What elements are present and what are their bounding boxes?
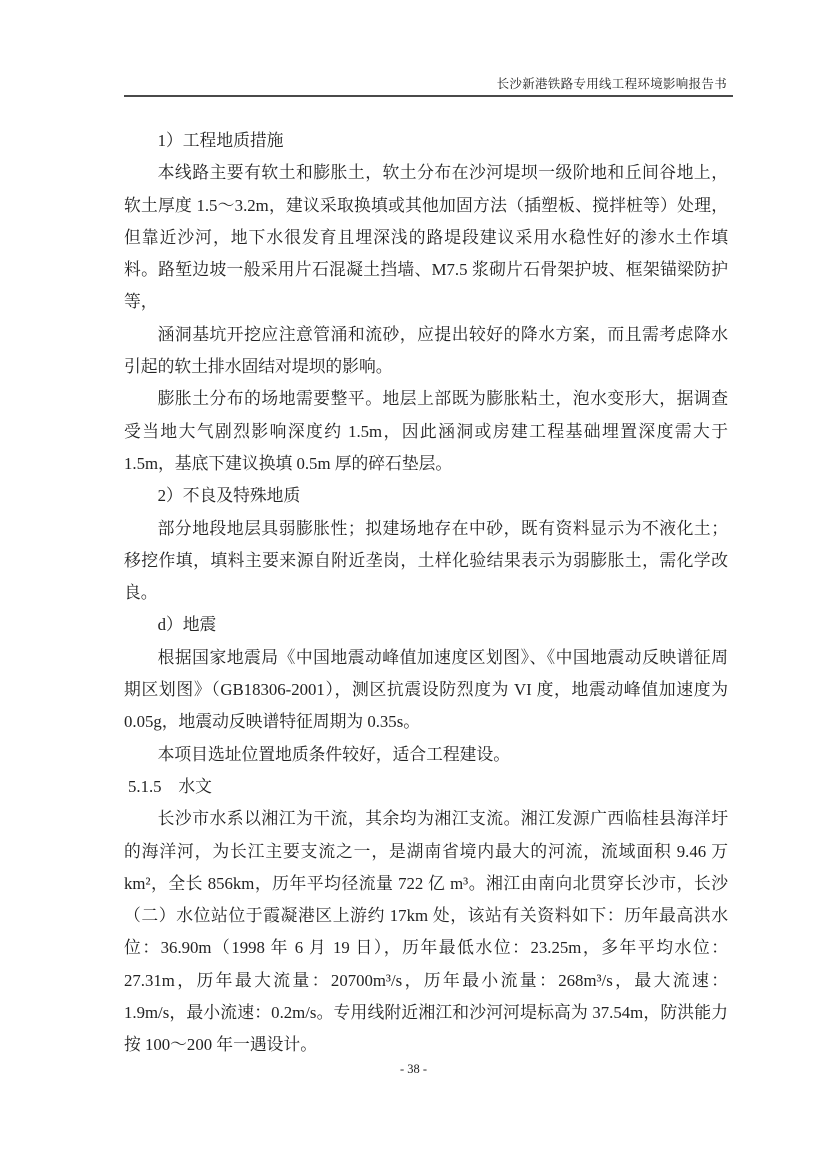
- text-line: 软土厚度 1.5～3.2m，建议采取换填或其他加固方法（插塑板、搅拌桩等）处理，: [124, 195, 728, 215]
- text-line: 涵洞基坑开挖应注意管涌和流砂，应提出较好的降水方案，而且需考虑降水: [157, 324, 728, 344]
- text-line: 本线路主要有软土和膨胀土，软土分布在沙河堤坝一级阶地和丘间谷地上，: [157, 163, 728, 183]
- text-line: km²，全长 856km，历年平均径流量 722 亿 m³。湘江由南向北贯穿长沙市，长沙: [124, 873, 728, 893]
- text-line: 移挖作填，填料主要来源自附近垄岗，土样化验结果表示为弱膨胀土，需化学改: [124, 550, 728, 570]
- text-line: 1.5m，基底下建议换填 0.5m 厚的碎石垫层。: [124, 453, 453, 473]
- subsection-heading-d: d）地震: [157, 615, 217, 635]
- text-line: 等，: [124, 292, 158, 312]
- header-rule: [124, 95, 733, 97]
- text-line: 0.05g，地震动反映谱特征周期为 0.35s。: [124, 712, 421, 732]
- page-number: - 38 -: [399, 1062, 428, 1076]
- page-body: [124, 125, 728, 1062]
- text-line: 本项目选址位置地质条件较好，适合工程建设。: [157, 744, 511, 764]
- text-line: 良。: [124, 583, 158, 603]
- text-line: 料。路堑边坡一般采用片石混凝土挡墙、M7.5 浆砌片石骨架护坡、框架锚梁防护: [124, 260, 728, 280]
- text-line: （二）水位站位于霞凝港区上游约 17km 处，该站有关资料如下：历年最高洪水: [124, 906, 728, 926]
- text-line: 按 100～200 年一遇设计。: [124, 1035, 317, 1055]
- text-line: 膨胀土分布的场地需要整平。地层上部既为膨胀粘土，泡水变形大，据调查: [157, 389, 728, 409]
- text-line: 长沙市水系以湘江为干流，其余均为湘江支流。湘江发源广西临桂县海洋圩: [157, 809, 728, 829]
- text-line: 部分地段地层具弱膨胀性；拟建场地存在中砂，既有资料显示为不液化土；: [157, 518, 728, 538]
- subsection-heading-2: 2）不良及特殊地质: [157, 486, 301, 506]
- page-header-title: 长沙新港铁路专用线工程环境影响报告书: [496, 77, 727, 91]
- subsection-heading-1: 1）工程地质措施: [157, 131, 284, 150]
- text-line: 期区划图》（GB18306-2001），测区抗震设防烈度为 VI 度，地震动峰值加速度为: [124, 680, 728, 700]
- text-line: 根据国家地震局《中国地震动峰值加速度区划图》、《中国地震动反映谱征周: [157, 647, 728, 667]
- text-line: 位：36.90m（1998 年 6 月 19 日），历年最低水位：23.25m，多年平均水位：: [124, 938, 728, 958]
- text-line: 27.31m，历年最大流量：20700m³/s，历年最小流量：268m³/s，最大流速：: [124, 970, 728, 990]
- text-line: 引起的软土排水固结对堤坝的影响。: [124, 357, 393, 377]
- text-line: 但靠近沙河，地下水很发育且埋深浅的路堤段建议采用水稳性好的渗水土作填: [124, 227, 728, 247]
- section-heading-5-1-5: 5.1.5 水文: [128, 776, 212, 796]
- text-line: 1.9m/s，最小流速：0.2m/s。专用线附近湘江和沙河河堤标高为 37.54m，防洪能力: [124, 1003, 728, 1023]
- text-line: 的海洋河，为长江主要支流之一，是湖南省境内最大的河流，流域面积 9.46 万: [124, 841, 728, 861]
- text-line: 受当地大气剧烈影响深度约 1.5m，因此涵洞或房建工程基础埋置深度需大于: [124, 421, 728, 441]
